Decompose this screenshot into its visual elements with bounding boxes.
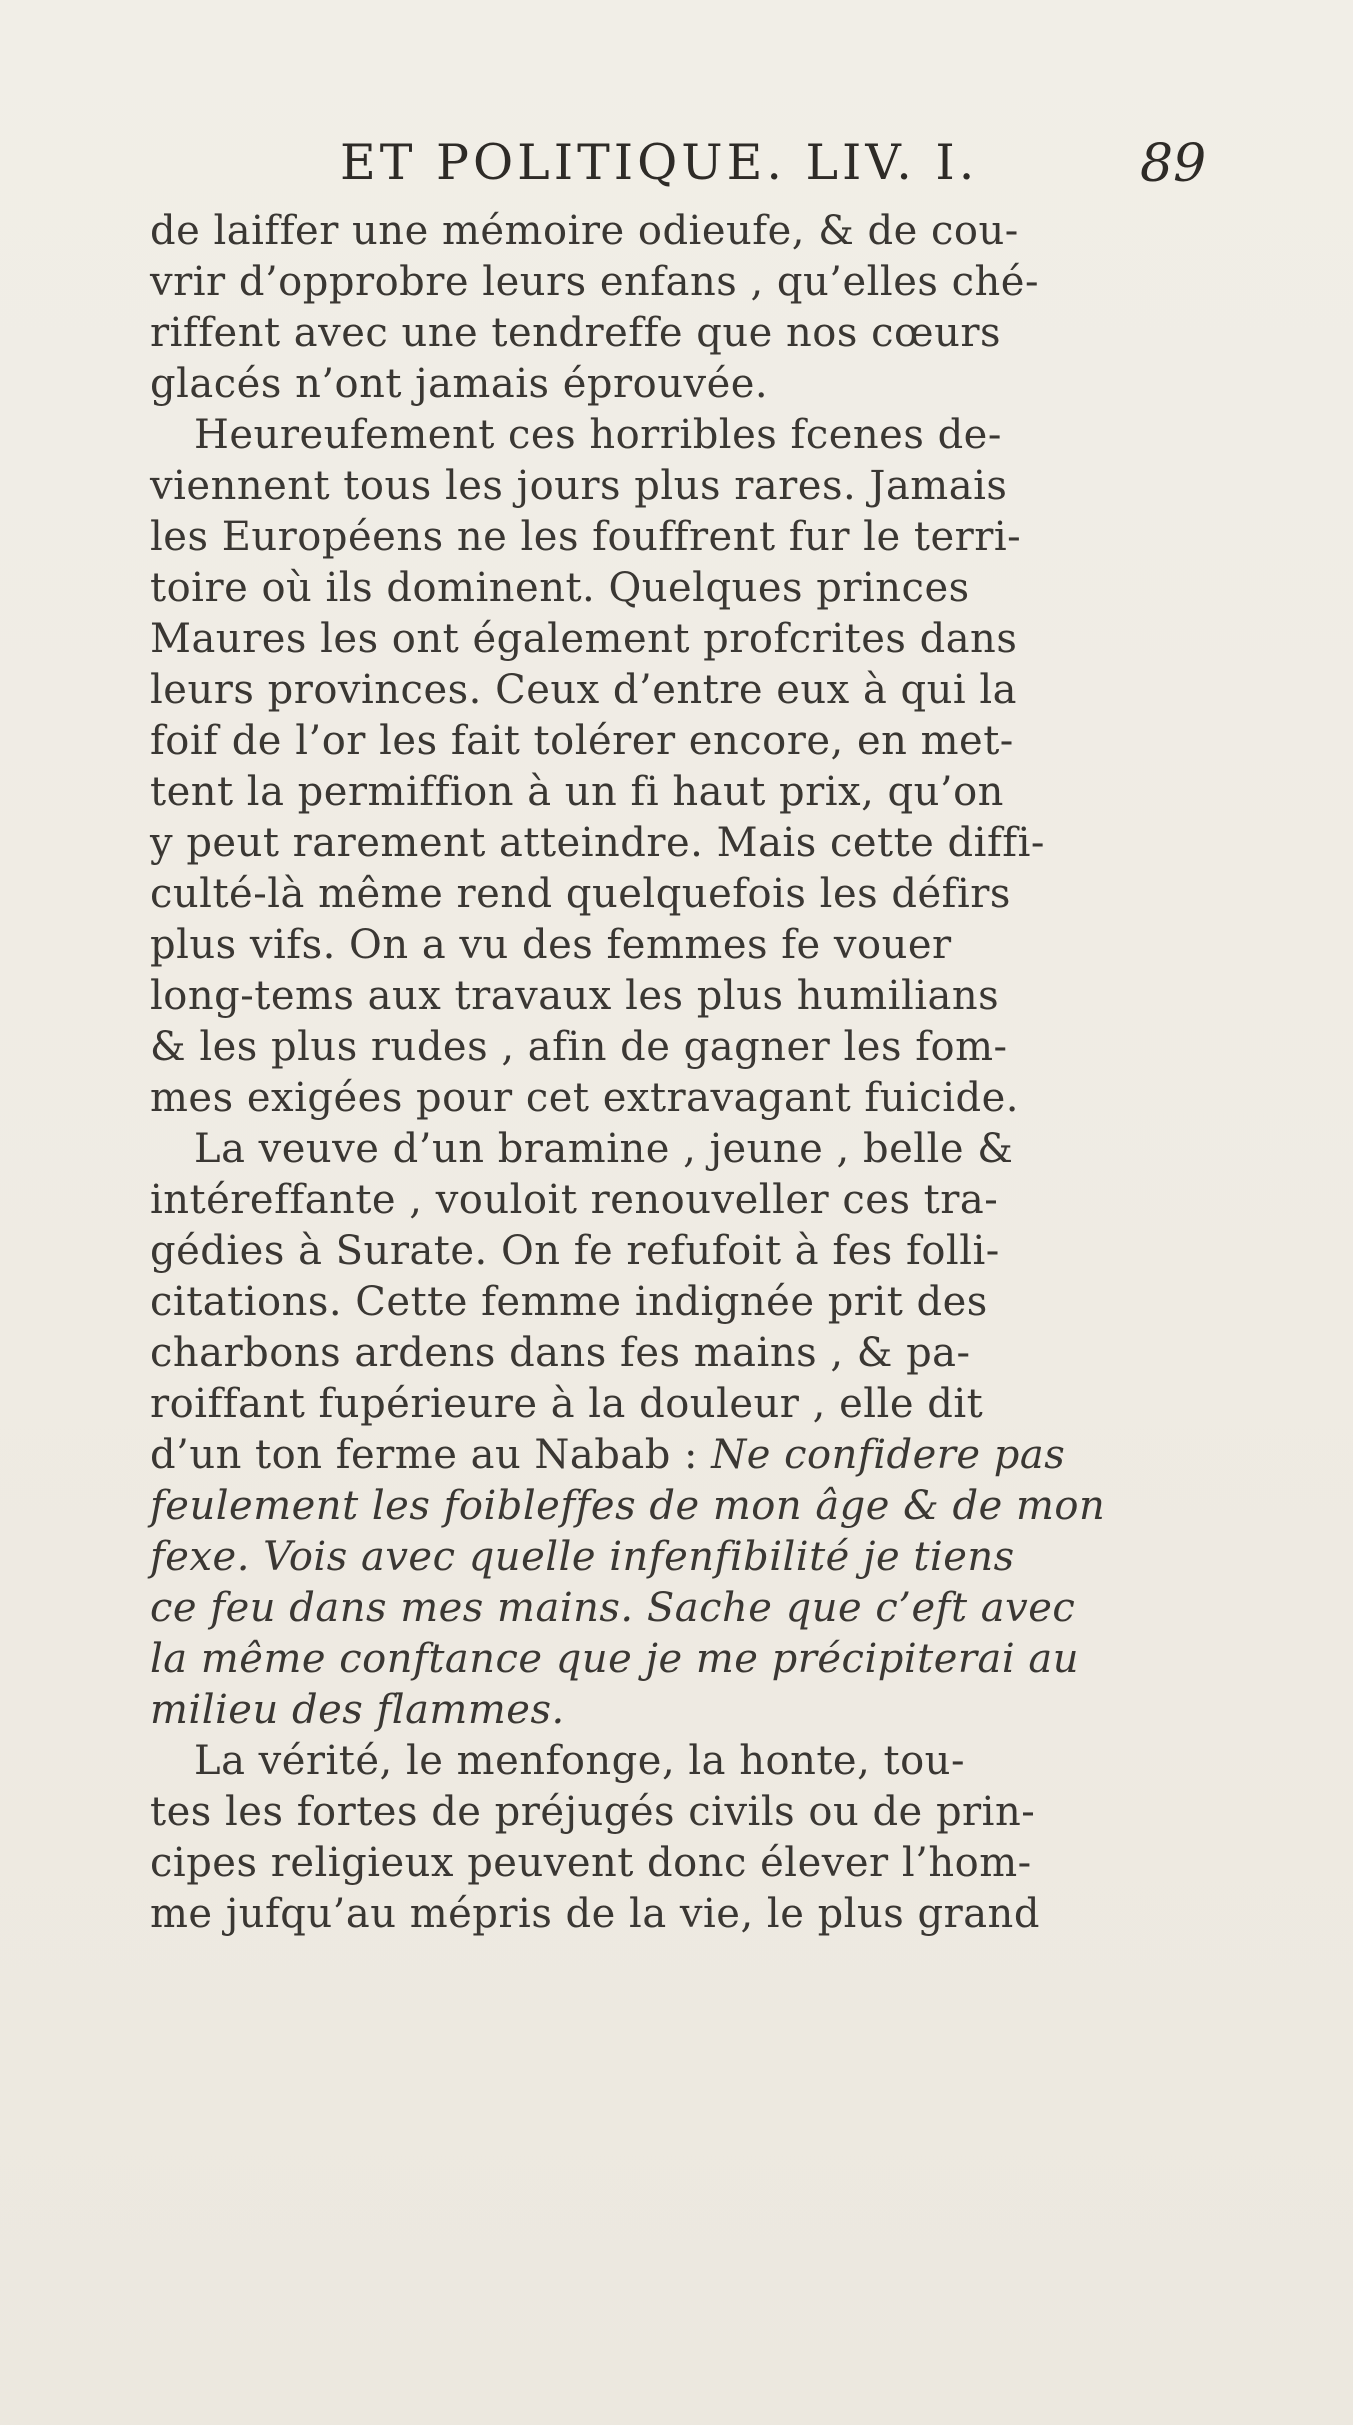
text-line: plus vifs. On a vu des femmes fe vouer (150, 922, 952, 968)
text-line: vrir d’opprobre leurs enfans , qu’elles ché- (150, 259, 1039, 305)
paragraph-start: Heureufement ces horribles fcenes de- (194, 412, 1002, 458)
text-line: intéreffante , vouloit renouveller ces tra- (150, 1177, 999, 1223)
text-line: y peut rarement atteindre. Mais cette diffi- (150, 820, 1045, 866)
text-line: foif de l’or les fait tolérer encore, en met- (150, 718, 1014, 764)
text-span: d’un ton ferme au Nabab : (150, 1432, 699, 1478)
text-line: les Européens ne les fouffrent fur le terri- (150, 514, 1022, 560)
italic-quote-line: la même conftance que je me précipiterai au (150, 1636, 1079, 1682)
text-line: gédies à Surate. On fe refufoit à fes folli- (150, 1228, 1000, 1274)
page-number: 89 (1140, 134, 1207, 194)
italic-quote-line: ce feu dans mes mains. Sache que c’eft avec (150, 1585, 1076, 1631)
text-line: culté-là même rend quelquefois les défirs (150, 871, 1011, 917)
text-line: roiffant fupérieure à la douleur , elle dit (150, 1381, 984, 1427)
text-line: toire où ils dominent. Quelques princes (150, 565, 970, 611)
text-line: mes exigées pour cet extravagant fuicide. (150, 1075, 1019, 1121)
text-line: viennent tous les jours plus rares. Jamais (150, 463, 1008, 509)
italic-quote-line: fexe. Vois avec quelle infenfibilité je tiens (150, 1534, 1015, 1580)
text-line: me jufqu’au mépris de la vie, le plus grand (150, 1891, 1040, 1937)
paragraph-start: La vérité, le menfonge, la honte, tou- (194, 1738, 965, 1784)
text-line: charbons ardens dans fes mains , & pa- (150, 1330, 971, 1376)
text-line: & les plus rudes , afin de gagner les fom- (150, 1024, 1008, 1070)
text-line: glacés n’ont jamais éprouvée. (150, 361, 769, 407)
text-line: Maures les ont également profcrites dans (150, 616, 1018, 662)
italic-quote-span: Ne confidere pas (711, 1432, 1066, 1478)
text-line: de laiffer une mémoire odieufe, & de cou- (150, 208, 1019, 254)
text-line: long-tems aux travaux les plus humilians (150, 973, 1000, 1019)
paragraph-start: La veuve d’un bramine , jeune , belle & (194, 1126, 1014, 1172)
italic-quote-line: feulement les foibleffes de mon âge & de mon (150, 1483, 1106, 1529)
page-body (150, 206, 1190, 1940)
text-line: cipes religieux peuvent donc élever l’hom- (150, 1840, 1032, 1886)
italic-quote-line: milieu des flammes. (150, 1687, 565, 1733)
text-line: leurs provinces. Ceux d’entre eux à qui la (150, 667, 1018, 713)
text-line-mixed (150, 1430, 1190, 1481)
page-header (340, 118, 1207, 198)
text-line: tent la permiffion à un fi haut prix, qu’on (150, 769, 1004, 815)
text-line: riffent avec une tendreffe que nos cœurs (150, 310, 1001, 356)
running-title: ET POLITIQUE. LIV. I. (340, 134, 979, 191)
text-line: tes les fortes de préjugés civils ou de prin- (150, 1789, 1036, 1835)
text-line: citations. Cette femme indignée prit des (150, 1279, 988, 1325)
